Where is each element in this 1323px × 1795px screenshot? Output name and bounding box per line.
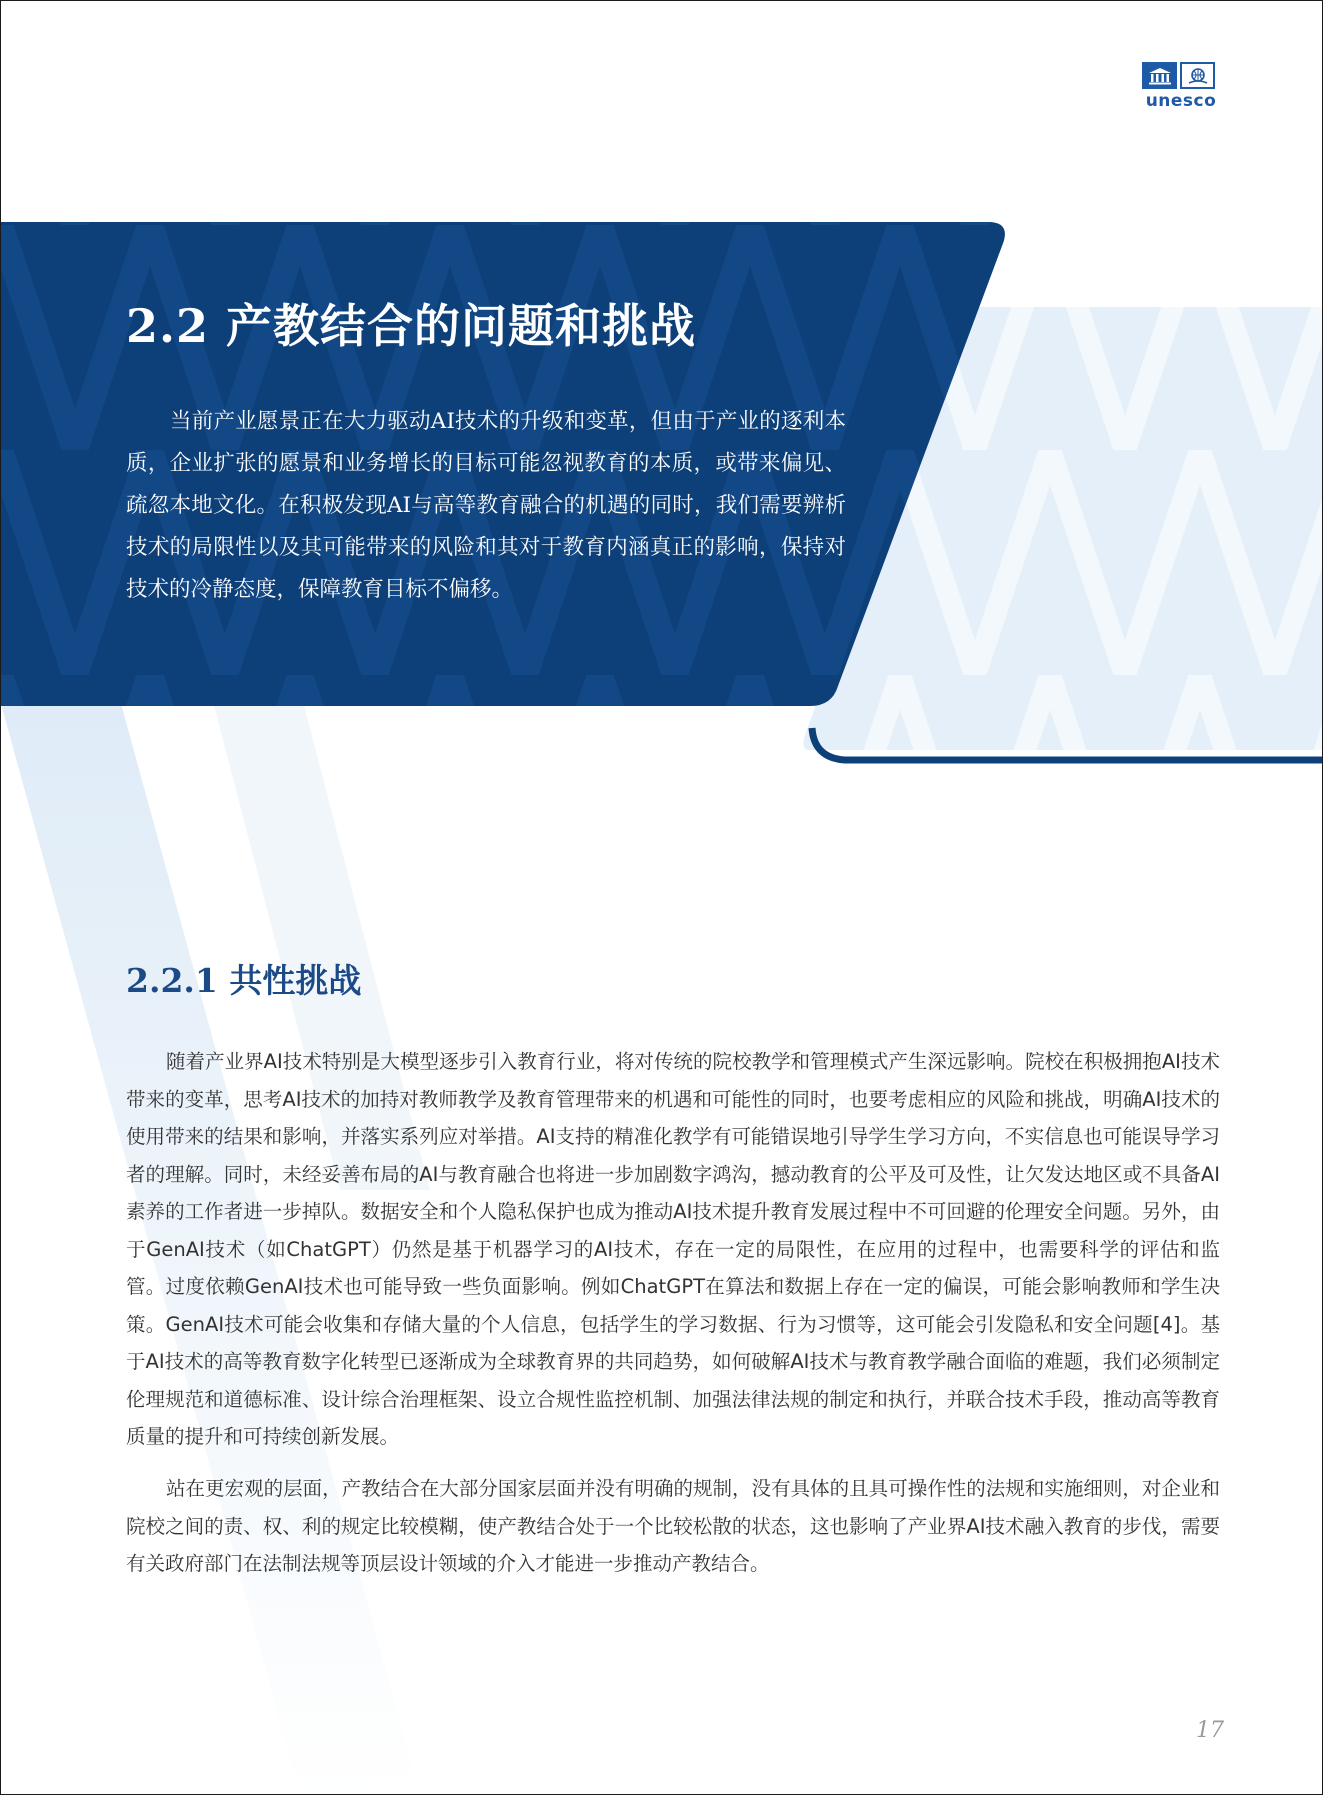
globe-book-icon bbox=[1180, 62, 1215, 89]
page-title: 2.2 产教结合的问题和挑战 bbox=[126, 299, 697, 353]
body-paragraph-2: 站在更宏观的层面，产教结合在大部分国家层面并没有明确的规制，没有具体的且具可操作性的法规和实施细则，对企业和院校之间的责、权、利的规定比较模糊，使产教结合处于一个比较松散的状态，这也影响了产业界AI技术融入教育的步伐，需要有关政府部门在法制法规等顶层设计领域的介入才能进一步推动产教结合。 bbox=[126, 1477, 1220, 1575]
unesco-wordmark: unesco bbox=[1145, 91, 1217, 111]
body-paragraph-1: 随着产业界AI技术特别是大模型逐步引入教育行业，将对传统的院校教学和管理模式产生深远影响。院校在积极拥抱AI技术带来的变革，思考AI技术的加持对教师教学及教育管理带来的机遇和可能性的同时，也要考虑相应的风险和挑战，明确AI技术的使用带来的结果和影响，并落实系列应对举措。AI支持的精准化教学有可能错误地引导学生学习方向，不实信息也可能误导学习者的理解。同时，未经妥善布局的AI与教育融合也将进一步加剧数字鸿沟，撼动教育的公平及可及性，让欠发达地区或不具备AI素养的工作者进一步掉队。数据安全和个人隐私保护也成为推动AI技术提升教育发展过程中不可回避的伦理安全问题。另外，由于GenAI技术（如ChatGPT）仍然是基于机器学习的AI技术，存在一定的局限性，在应用的过程中，也需要科学的评估和监管。过度依赖GenAI技术也可能导致一些负面影响。例如ChatGPT在算法和数据上存在一定的偏误，可能会影响教师和学生决策。GenAI技术可能会收集和存储大量的个人信息，包括学生的学习数据、行为习惯等，这可能会引发隐私和安全问题[4]。基于AI技术的高等教育数字化转型已逐渐成为全球教育界的共同趋势，如何破解AI技术与教育教学融合面临的难题，我们必须制定伦理规范和道德标准、设计综合治理框架、设立合规性监控机制、加强法律法规的制定和执行，并联合技术手段，推动高等教育质量的提升和可持续创新发展。 bbox=[126, 1050, 1220, 1448]
hero-intro-paragraph: 当前产业愿景正在大力驱动AI技术的升级和变革，但由于产业的逐利本质，企业扩张的愿景和业务增长的目标可能忽视教育的本质，或带来偏见、疏忽本地文化。在积极发现AI与高等教育融合的机遇的同时，我们需要辨析技术的局限性以及其可能带来的风险和其对于教育内涵真正的影响，保持对技术的冷静态度，保障教育目标不偏移。 bbox=[126, 409, 846, 602]
unesco-logo bbox=[1142, 62, 1222, 114]
section-title: 2.2.1 共性挑战 bbox=[126, 961, 362, 1000]
temple-icon bbox=[1142, 62, 1177, 89]
page-number: 17 bbox=[1196, 1718, 1224, 1743]
